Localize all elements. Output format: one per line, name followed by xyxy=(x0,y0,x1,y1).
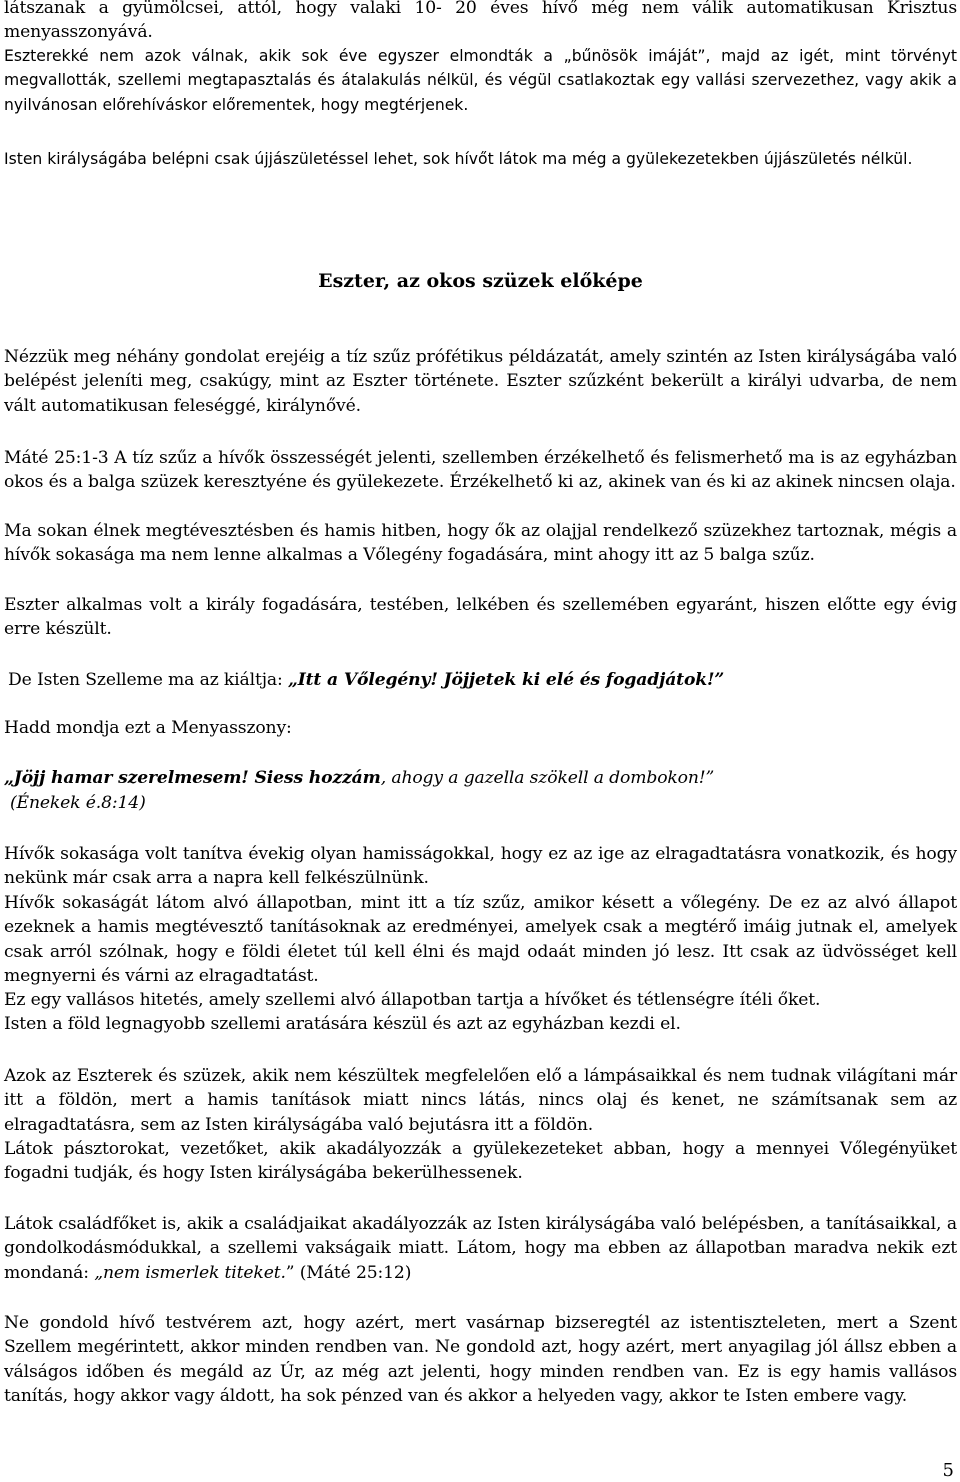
paragraph-religious-deception: Ez egy vallásos hitetés, amely szellemi alvó állapotban tartja a hívőket és tétlenségre ítéli őket. xyxy=(4,990,821,1010)
spirit-call-line xyxy=(8,668,957,692)
paragraph-false-teaching: Ne gondold hívő testvérem azt, hogy azért, mert vasárnap bizseregtél az istentiszteleten, mert a Szent Szellem megérintett, akkor minden rendben van. Ne gondold azt, hogy azért, mert anyagilag jól állsz ebben a válságos időben és megáld az Úr, az még azt jelenti, hogy minden rendben van. Ez is egy hamis vallásos tanítás, hogy akkor vagy áldott, ha sok pénzed van és akkor a helyeden vagy, akkor te Isten embere vagy. xyxy=(4,1313,957,1407)
paragraph-sleeping-believers: Hívők sokaságát látom alvó állapotban, mint itt a tíz szűz, amikor késett a vőlegény. De ez az alvó állapot ezeknek a hamis megtévesztő tanításoknak az eredményei, amelyek csak a megtérő imáig jutnak el, amelyek csak arról szólnak, hogy e földi életet túl kell élni és majd odaát minden jó lesz. Itt csak az üdvösséget kell megnyerni és várni az elragadtatást. xyxy=(4,893,957,987)
bride-line: Hadd mondja ezt a Menyasszony: xyxy=(4,718,292,738)
paragraph-unprepared-virgins: Azok az Eszterek és szüzek, akik nem készültek megfelelően elő a lámpásaikkal és nem tudnak világítani már itt a földön, mert a hamis tanítások miatt nincs látás, nincs olaj és kenet, ne számítsanak sem az elragadtatásra, sem az Isten királyságába való bejutásra itt a földön. xyxy=(4,1066,957,1135)
paragraph-virgins-parable: Nézzük meg néhány gondolat erejéig a tíz szűz prófétikus példázatát, amely szintén az Isten királyságába való belépést jeleníti meg, csakúgy, mint az Eszter története. Eszter szűzként bekerült a királyi udvarba, de nem vált automatikusan feleséggé, királynővé. xyxy=(4,347,957,416)
song-quote-rest: , ahogy a gazella szökell a dombokon!” xyxy=(380,768,715,788)
song-reference: (Énekek é.8:14) xyxy=(10,793,146,813)
intro-line-1: látszanak a gyümölcsei, attól, hogy valaki 10- 20 éves hívő még nem válik automatikusan Krisztus menyasszonyává. xyxy=(4,0,957,43)
paragraph-deception: Ma sokan élnek megtévesztésben és hamis hitben, hogy ők az olajjal rendelkező szüzekhez tartoznak, mégis a hívők sokasága ma nem lenne alkalmas a Vőlegény fogadására, mint ahogy itt az 5 balga szűz. xyxy=(4,521,957,566)
not-know-you-quote: „nem ismerlek titeket. xyxy=(94,1262,286,1283)
intro-line-3: Isten királyságába belépni csak újjászületéssel lehet, sok hívőt látok ma még a gyülekezetekben újjászületés nélkül. xyxy=(4,150,913,168)
song-quote-bold: „Jöjj hamar szerelmesem! Siess hozzám xyxy=(4,768,381,788)
bridegroom-quote: „Itt a Vőlegény! Jöjjetek ki elé és fogadjátok!” xyxy=(287,670,725,690)
paragraph-esther-ready: Eszter alkalmas volt a király fogadására, testében, lelkében és szellemében egyaránt, hiszen előtte egy évig erre készült. xyxy=(4,595,957,640)
paragraph-matthew-25: Máté 25:1-3 A tíz szűz a hívők összességét jelenti, szellemben érzékelhető és felismerhető ma is az egyházban okos és a balga szüzek keresztyéne és gyülekezete. Érzékelhető ki az, akinek van és ki az akinek nincsen olaja. xyxy=(4,448,957,493)
matthew-reference: ” (Máté 25:12) xyxy=(285,1262,412,1283)
paragraph-rapture-teaching: Hívők sokasága volt tanítva évekig olyan hamisságokkal, hogy ez az ige az elragadtatásra vonatkozik, és hogy nekünk már csak arra a napra kell felkészülnünk. xyxy=(4,844,957,889)
section-title: Eszter, az okos szüzek előképe xyxy=(318,270,643,292)
paragraph-family-heads xyxy=(4,1212,957,1285)
spirit-call-prefix: De Isten Szelleme ma az kiáltja: xyxy=(8,670,288,690)
family-heads-text: Látok családfőket is, akik a családjaikat akadályozzák az Isten királyságába való belépésben, a tanításaikkal, a gondolkodásmódukkal, a szellemi vakságaik miatt. Látom, hogy ma ebben az állapotban maradva nekik ezt mondaná: xyxy=(4,1214,957,1283)
paragraph-harvest: Isten a föld legnagyobb szellemi aratására készül és azt az egyházban kezdi el. xyxy=(4,1014,681,1034)
intro-line-2: Eszterekké nem azok válnak, akik sok éve egyszer elmondták a „bűnösök imáját”, majd az igét, mint törvényt megvallották, szellemi megtapasztalás és átalakulás nélkül, és végül csatlakoztak egy vallási szervezethez, vagy akik a nyilvánosan előrehíváskor előrementek, hogy megtérjenek. xyxy=(4,47,957,114)
page-number: 5 xyxy=(942,1460,954,1481)
song-quote-line xyxy=(4,766,957,790)
paragraph-pastors: Látok pásztorokat, vezetőket, akik akadályozzák a gyülekezeteket abban, hogy a mennyei Vőlegényüket fogadni tudják, és hogy Isten királyságába bekerülhessenek. xyxy=(4,1139,957,1184)
